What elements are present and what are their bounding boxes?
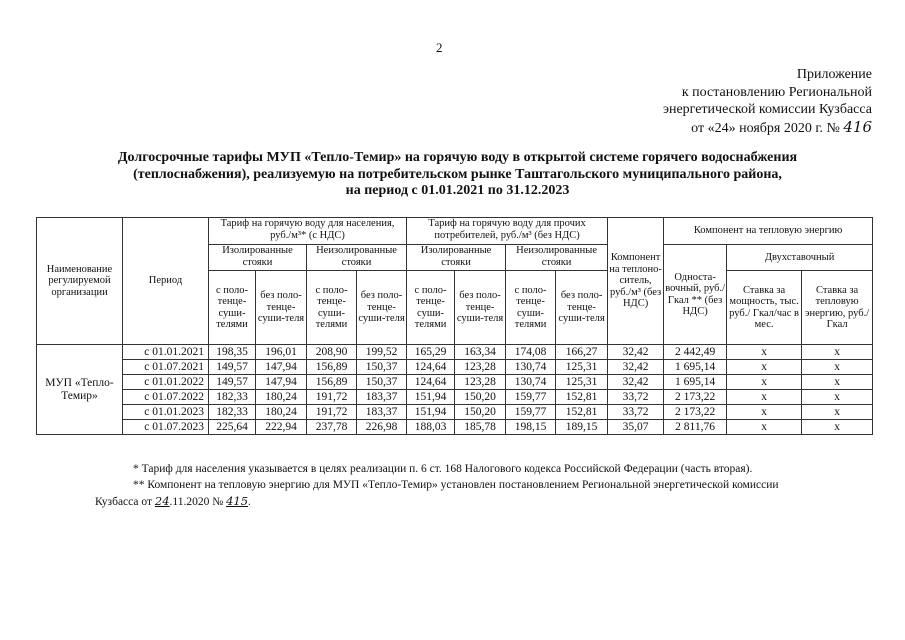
header-insulated: Изолированные стояки [407, 245, 506, 271]
handwritten-day: 24 [154, 494, 170, 508]
value-cell: 196,01 [256, 345, 307, 360]
value-cell: 123,28 [455, 360, 506, 375]
value-cell: 123,28 [455, 375, 506, 390]
value-cell: 32,42 [608, 375, 664, 390]
period-cell: с 01.07.2023 [123, 420, 209, 435]
value-cell: 33,72 [608, 405, 664, 420]
table-row [37, 390, 873, 405]
footnote-1: * Тариф для населения указывается в целях реализации п. 6 ст. 168 Налогового кодекса Российской Федерации (часть вторая). [133, 463, 753, 475]
appendix-line [572, 119, 872, 138]
value-cell: 32,42 [608, 360, 664, 375]
value-cell: 185,78 [455, 420, 506, 435]
value-cell: 166,27 [556, 345, 608, 360]
value-cell: 150,20 [455, 405, 506, 420]
value-cell: 124,64 [407, 375, 455, 390]
value-cell: 225,64 [209, 420, 256, 435]
header-without-towel: без поло-тенце-суши-теля [455, 271, 506, 345]
value-cell: 237,78 [307, 420, 357, 435]
header-insulated: Изолированные стояки [209, 245, 307, 271]
value-cell: х [802, 375, 873, 390]
value-cell: 150,37 [357, 360, 407, 375]
title-line: (теплоснабжения), реализуемую на потребительском рынке Таштагольского муниципального района, [133, 166, 782, 182]
value-cell: 150,37 [357, 375, 407, 390]
value-cell: х [727, 375, 802, 390]
document-title [40, 150, 875, 200]
footnote-2-continuation [95, 493, 875, 510]
handwritten-number: 416 [843, 117, 872, 136]
header-component-carrier: Компонент на теплоно-ситель, руб./м³ (без НДС) [608, 218, 664, 345]
footnote-2-prefix: Кузбасса от [95, 496, 153, 508]
table-row [37, 345, 873, 360]
value-cell: х [802, 420, 873, 435]
value-cell: 182,33 [209, 390, 256, 405]
header-with-towel: с поло-тенце-суши-телями [209, 271, 256, 345]
value-cell: х [727, 390, 802, 405]
value-cell: 125,31 [556, 375, 608, 390]
value-cell: 198,35 [209, 345, 256, 360]
value-cell: 2 811,76 [664, 420, 727, 435]
appendix-line: энергетической комиссии Кузбасса [662, 102, 872, 117]
value-cell: 156,89 [307, 375, 357, 390]
period-cell: с 01.01.2022 [123, 375, 209, 390]
value-cell: х [802, 405, 873, 420]
value-cell: 1 695,14 [664, 360, 727, 375]
value-cell: 151,94 [407, 390, 455, 405]
value-cell: 2 173,22 [664, 390, 727, 405]
value-cell: 32,42 [608, 345, 664, 360]
header-non-insulated: Неизолированные стояки [307, 245, 407, 271]
value-cell: 149,57 [209, 360, 256, 375]
footnotes [95, 461, 875, 510]
value-cell: 2 442,49 [664, 345, 727, 360]
value-cell: 226,98 [357, 420, 407, 435]
value-cell: 222,94 [256, 420, 307, 435]
period-cell: с 01.01.2021 [123, 345, 209, 360]
value-cell: 156,89 [307, 360, 357, 375]
title-line: Долгосрочные тарифы МУП «Тепло-Темир» на горячую воду в открытой системе горячего водоснабжения [117, 150, 798, 165]
header-without-towel: без поло-тенце-суши-теля [256, 271, 307, 345]
header-without-towel: без поло-тенце-суши-теля [556, 271, 608, 345]
appendix-block [572, 66, 872, 137]
value-cell: 191,72 [307, 390, 357, 405]
value-cell: 150,20 [455, 390, 506, 405]
handwritten-number: 415 [226, 494, 249, 508]
value-cell: 33,72 [608, 390, 664, 405]
value-cell: х [727, 360, 802, 375]
footnote-2: ** Компонент на тепловую энергию для МУП «Тепло-Темир» установлен постановлением Региональной энергетической комиссии [133, 479, 779, 491]
value-cell: х [802, 360, 873, 375]
page-number: 2 [436, 40, 443, 55]
value-cell: 125,31 [556, 360, 608, 375]
value-cell: 159,77 [506, 390, 556, 405]
value-cell: х [727, 420, 802, 435]
value-cell: 151,94 [407, 405, 455, 420]
value-cell: х [727, 345, 802, 360]
value-cell: 152,81 [556, 405, 608, 420]
header-org: Наименование регулируемой организации [37, 218, 123, 345]
value-cell: 130,74 [506, 360, 556, 375]
value-cell: 124,64 [407, 360, 455, 375]
table-row [37, 420, 873, 435]
value-cell: 149,57 [209, 375, 256, 390]
table-row [37, 360, 873, 375]
header-capacity-rate: Ставка за мощность, тыс. руб./ Гкал/час в мес. [727, 271, 802, 345]
footnote-2-end: . [248, 496, 251, 508]
value-cell: 147,94 [256, 375, 307, 390]
value-cell: 165,29 [407, 345, 455, 360]
value-cell: 198,15 [506, 420, 556, 435]
value-cell: 191,72 [307, 405, 357, 420]
org-name-cell: МУП «Тепло-Темир» [37, 345, 123, 435]
header-without-towel: без поло-тенце-суши-теля [357, 271, 407, 345]
value-cell: 183,37 [357, 390, 407, 405]
value-cell: 208,90 [307, 345, 357, 360]
value-cell: х [802, 345, 873, 360]
value-cell: 1 695,14 [664, 375, 727, 390]
header-with-towel: с поло-тенце-суши-телями [506, 271, 556, 345]
value-cell: 152,81 [556, 390, 608, 405]
period-cell: с 01.01.2023 [123, 405, 209, 420]
header-energy-rate: Ставка за тепловую энергию, руб./Гкал [802, 271, 873, 345]
table-row [37, 375, 873, 390]
header-tariff-population: Тариф на горячую воду для населения, руб./м³* (с НДС) [209, 218, 407, 245]
header-non-insulated: Неизолированные стояки [506, 245, 608, 271]
value-cell: 180,24 [256, 390, 307, 405]
appendix-line: к постановлению Региональной [681, 84, 872, 100]
header-with-towel: с поло-тенце-суши-телями [407, 271, 455, 345]
value-cell: 180,24 [256, 405, 307, 420]
value-cell: 199,52 [357, 345, 407, 360]
header-component-energy: Компонент на тепловую энергию [664, 218, 873, 245]
value-cell: х [802, 390, 873, 405]
value-cell: 182,33 [209, 405, 256, 420]
value-cell: х [727, 405, 802, 420]
header-single-rate: Односта-вочный, руб./Гкал ** (без НДС) [664, 245, 727, 345]
table-body [37, 345, 873, 435]
value-cell: 159,77 [506, 405, 556, 420]
period-cell: с 01.07.2021 [123, 360, 209, 375]
header-period: Период [123, 218, 209, 345]
value-cell: 183,37 [357, 405, 407, 420]
value-cell: 163,34 [455, 345, 506, 360]
footnote-2-mid: .11.2020 № [169, 496, 224, 508]
value-cell: 35,07 [608, 420, 664, 435]
value-cell: 174,08 [506, 345, 556, 360]
value-cell: 147,94 [256, 360, 307, 375]
appendix-date: от «24» ноября 2020 г. № [691, 120, 840, 136]
value-cell: 189,15 [556, 420, 608, 435]
value-cell: 130,74 [506, 375, 556, 390]
tariff-table [36, 217, 873, 435]
value-cell: 188,03 [407, 420, 455, 435]
header-tariff-other: Тариф на горячую воду для прочих потребителей, руб./м³ (без НДС) [407, 218, 608, 245]
title-line: на период с 01.01.2021 по 31.12.2023 [345, 183, 570, 198]
value-cell: 2 173,22 [664, 405, 727, 420]
header-with-towel: с поло-тенце-суши-телями [307, 271, 357, 345]
period-cell: с 01.07.2022 [123, 390, 209, 405]
appendix-line: Приложение [796, 67, 872, 82]
table-row [37, 405, 873, 420]
header-two-rate: Двухставочный [727, 245, 873, 271]
